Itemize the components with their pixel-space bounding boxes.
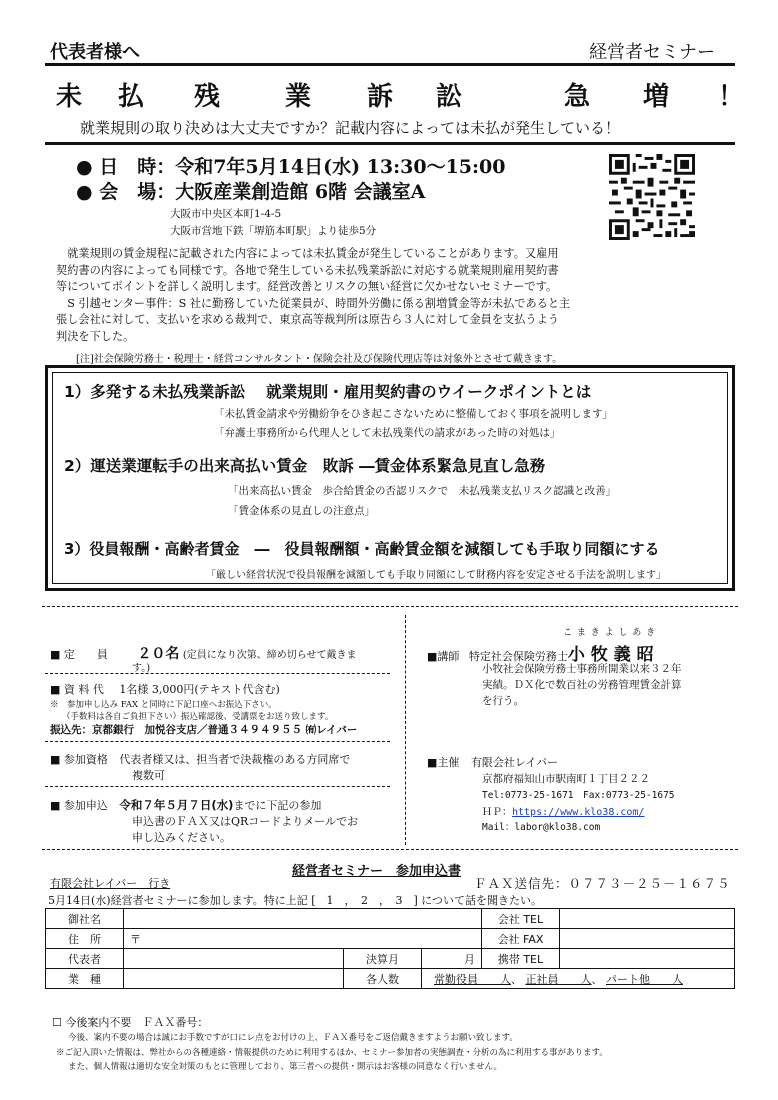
lecturer-row: ■講師 特定社会保険労務士小 牧 義 昭 xyxy=(427,645,654,665)
mobile-tel-field[interactable] xyxy=(560,949,735,969)
header-rule xyxy=(45,63,735,66)
title-rule xyxy=(45,142,735,145)
industry-field[interactable] xyxy=(124,969,344,989)
eligibility-row: ■ 参加資格 代表者様又は、担当者で決裁権のある方同席で xyxy=(50,753,351,766)
lecturer-ruby: こ ま き よ し あ き xyxy=(563,628,657,638)
organizer-hp: ＨＰ：https://www.klo38.com/ xyxy=(482,807,645,818)
representative-field[interactable] xyxy=(124,949,344,969)
topic-2-heading: 2）運送業運転手の出来高払い賃金 敗訴 ―賃金体系緊急見直し急務 xyxy=(64,457,546,475)
optout-row[interactable]: ☐ 今後案内不要 ＦＡＸ番号： xyxy=(52,1016,209,1029)
apply-row: ■ 参加申込 令和７年５月７日(水)までに下記の参加 xyxy=(50,798,322,812)
organizer-hp-link[interactable]: https://www.klo38.com/ xyxy=(512,807,645,818)
topic-2-point-1: 「出来高払い賃金 歩合給賃金の否認リスクで 未払残業支払リスク認識と改善」 xyxy=(228,485,617,497)
addressee: 代表者様へ xyxy=(50,42,140,63)
headcount-field[interactable]: 常勤役員 人、 正社員 人、 パート他 人 xyxy=(422,969,735,989)
organizer-row: ■主催 有限会社レイバー xyxy=(427,756,559,769)
topic-1-point-2: 「弁護士事務所から代理人として未払残業代の請求があった時の対処は」 xyxy=(214,427,561,439)
date-row: ● 日 時：令和7年5月14日(水) 13:30〜15:00 xyxy=(76,156,506,178)
fee-row: ■ 資 料 代 1名様 3,000円(テキスト代含む) xyxy=(50,683,280,696)
main-title: 未 払 残 業 訴 訟 急 増 ！ xyxy=(56,82,745,112)
fiscal-month-field[interactable]: 月 xyxy=(422,949,482,969)
intro-paragraph: 就業規則の賃金規程に記載された内容によっては未払賃金が発生していることがあります。又雇用 契約書の内容によっても同様です。各地で発生している未払残業訴訟に対応する就業規則雇用契約書 等についてポイントを詳しく説明します。経営改善とリスクの無い経営に欠かせないセミナーです。 S 引越センター事件：S 社に勤務していた従業員が、時間外労働に係る割増賃金等が未払であると主 張し会社に対して、支払いを求める裁判で、東京高等裁判所は原告ら３人に対して金員を支払うよう 判決を下した。 xyxy=(56,247,571,343)
company-tel-field[interactable] xyxy=(560,909,735,929)
qr-code-icon[interactable] xyxy=(609,154,695,240)
organizer-tel-fax: Tel:0773-25-1671 Fax:0773-25-1675 xyxy=(482,790,675,801)
topic-1-heading: 1）多発する未払残業訴訟 就業規則・雇用契約書のウイークポイントとは xyxy=(64,383,592,401)
organizer-mail[interactable]: Mail：labor@klo38.com xyxy=(482,822,601,833)
intro-note: [注]社会保険労務士・税理士・経営コンサルタント・保険会社及び保険代理店等は対象外とさせて戴きます。 xyxy=(76,354,563,365)
form-title: 経営者セミナー 参加申込書 xyxy=(292,864,462,879)
address-field[interactable]: 〒 xyxy=(124,929,482,949)
venue-access: 大阪市営地下鉄「堺筋本町駅」より徒歩5分 xyxy=(170,225,377,237)
topic-2-point-2: 「賃金体系の見直しの注意点」 xyxy=(228,505,375,517)
form-fax: ＦＡＸ送信先：０７７３－２５－１６７５ xyxy=(474,876,731,891)
series-name: 経営者セミナー xyxy=(589,42,715,63)
form-intro: 5月14日(水)経営者セミナーに参加します。特に上記 [ 1 ， 2 ， 3 ] について話を聞きたい。 xyxy=(48,894,543,907)
capacity-row: ■ 定 員 ２０名 (定員になり次第、締め切らせて戴きま xyxy=(50,646,357,662)
topic-3-point-1: 「厳しい経営状況で役員報酬を減額しても手取り同額にして財務内容を安定させる手法を説明します」 xyxy=(206,570,666,581)
company-fax-field[interactable] xyxy=(560,929,735,949)
venue-address: 大阪市中央区本町1-4-5 xyxy=(170,208,282,220)
application-form-table: 御社名 会社 TEL 住 所 〒 会社 FAX 代表者 決算月 月 携帯 TEL 業 種 各人数 常勤役員 人、 正社員 人、 パート他 人 xyxy=(45,908,735,989)
topic-3-heading: 3）役員報酬・高齢者賃金 ― 役員報酬額・高齢賃金額を減額しても手取り同額にする xyxy=(64,540,660,558)
subtitle: 就業規則の取り決めは大丈夫ですか？記載内容によっては未払が発生している！ xyxy=(80,119,621,137)
bank-account: 振込先：京都銀行 加悦谷支店／普通３４９４９５５ ㈲レイバー xyxy=(50,724,358,736)
form-to: 有限会社レイバー 行き xyxy=(50,877,171,890)
venue-row: ● 会 場：大阪産業創造館 6階 会議室A xyxy=(76,181,426,203)
company-name-field[interactable] xyxy=(124,909,482,929)
topic-1-point-1: 「未払賃金請求や労働紛争をひき起こさないために整備しておく事項を説明します」 xyxy=(214,408,613,420)
